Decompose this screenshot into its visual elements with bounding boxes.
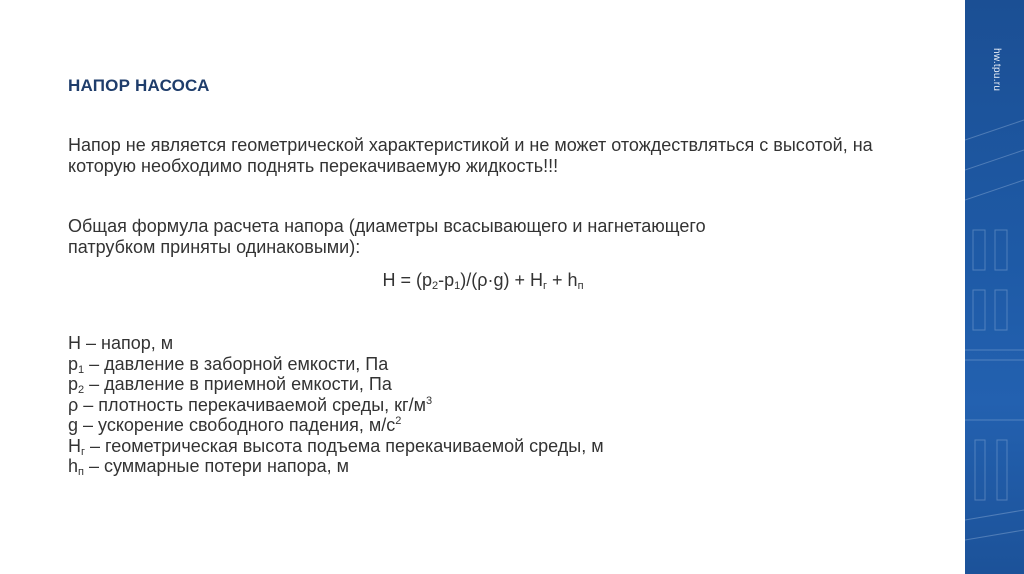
legend-text: – давление в приемной емкости, Па — [84, 374, 392, 394]
formula-sub-3: г — [543, 280, 548, 292]
formula-part-4: + h — [547, 270, 578, 290]
side-decor-band — [965, 0, 1024, 574]
legend-row-p1 — [68, 354, 604, 375]
legend-superscript: 2 — [395, 415, 402, 427]
legend-row-head-losses — [68, 456, 604, 477]
legend-subscript: 1 — [78, 363, 85, 376]
legend-superscript: 3 — [425, 394, 433, 407]
legend-row-density — [68, 395, 604, 416]
legend-symbol: p — [68, 374, 79, 394]
legend-symbol: g — [68, 415, 79, 435]
legend-row-geometric-height — [68, 436, 604, 457]
legend-symbol: ρ — [68, 394, 79, 415]
legend-text: – ускорение свободного падения, м/с — [78, 415, 396, 435]
formula-part-3: )/(ρ·g) + H — [460, 270, 544, 290]
legend-symbol: h — [68, 456, 79, 476]
legend-row-head — [68, 333, 604, 354]
legend-symbol: H — [68, 435, 81, 456]
paragraph-formula-intro-line2: патрубком приняты одинаковыми): — [68, 237, 361, 257]
formula-sub-4: п — [577, 280, 584, 292]
paragraph-formula-intro-line1: Общая формула расчета напора (диаметры всасывающего и нагнетающего — [68, 216, 706, 236]
legend-text: – геометрическая высота подъема перекачиваемой среды, м — [85, 435, 604, 456]
formula-part-2: -p — [438, 270, 455, 290]
legend-symbol: H — [68, 333, 81, 353]
legend-text: – суммарные потери напора, м — [83, 456, 350, 476]
legend-symbol: p — [68, 353, 79, 374]
legend-row-p2 — [68, 374, 604, 395]
formula-sub-1: 2 — [432, 280, 439, 292]
formula-part-1: H = (p — [382, 270, 432, 290]
head-formula — [68, 270, 898, 291]
slide-title: НАПОР НАСОСА — [68, 76, 210, 95]
formula-sub-2: 1 — [454, 280, 461, 292]
legend-subscript: г — [81, 445, 86, 458]
variables-legend — [68, 333, 604, 477]
legend-row-gravity — [68, 415, 604, 436]
site-url-label: hw.tpu.ru — [991, 48, 1002, 92]
paragraph-formula-intro — [68, 216, 898, 258]
legend-subscript: п — [78, 466, 84, 478]
paragraph-head-definition: Напор не является геометрической характеристикой и не может отождествляться с высотой, на которую необходимо поднять перекачиваемую жидкость!!! — [68, 135, 873, 176]
legend-text: – давление в заборной емкости, Па — [84, 353, 389, 374]
legend-text: – напор, м — [81, 333, 174, 353]
legend-subscript: 2 — [78, 384, 85, 396]
legend-text: – плотность перекачиваемой среды, кг/м — [78, 394, 426, 415]
